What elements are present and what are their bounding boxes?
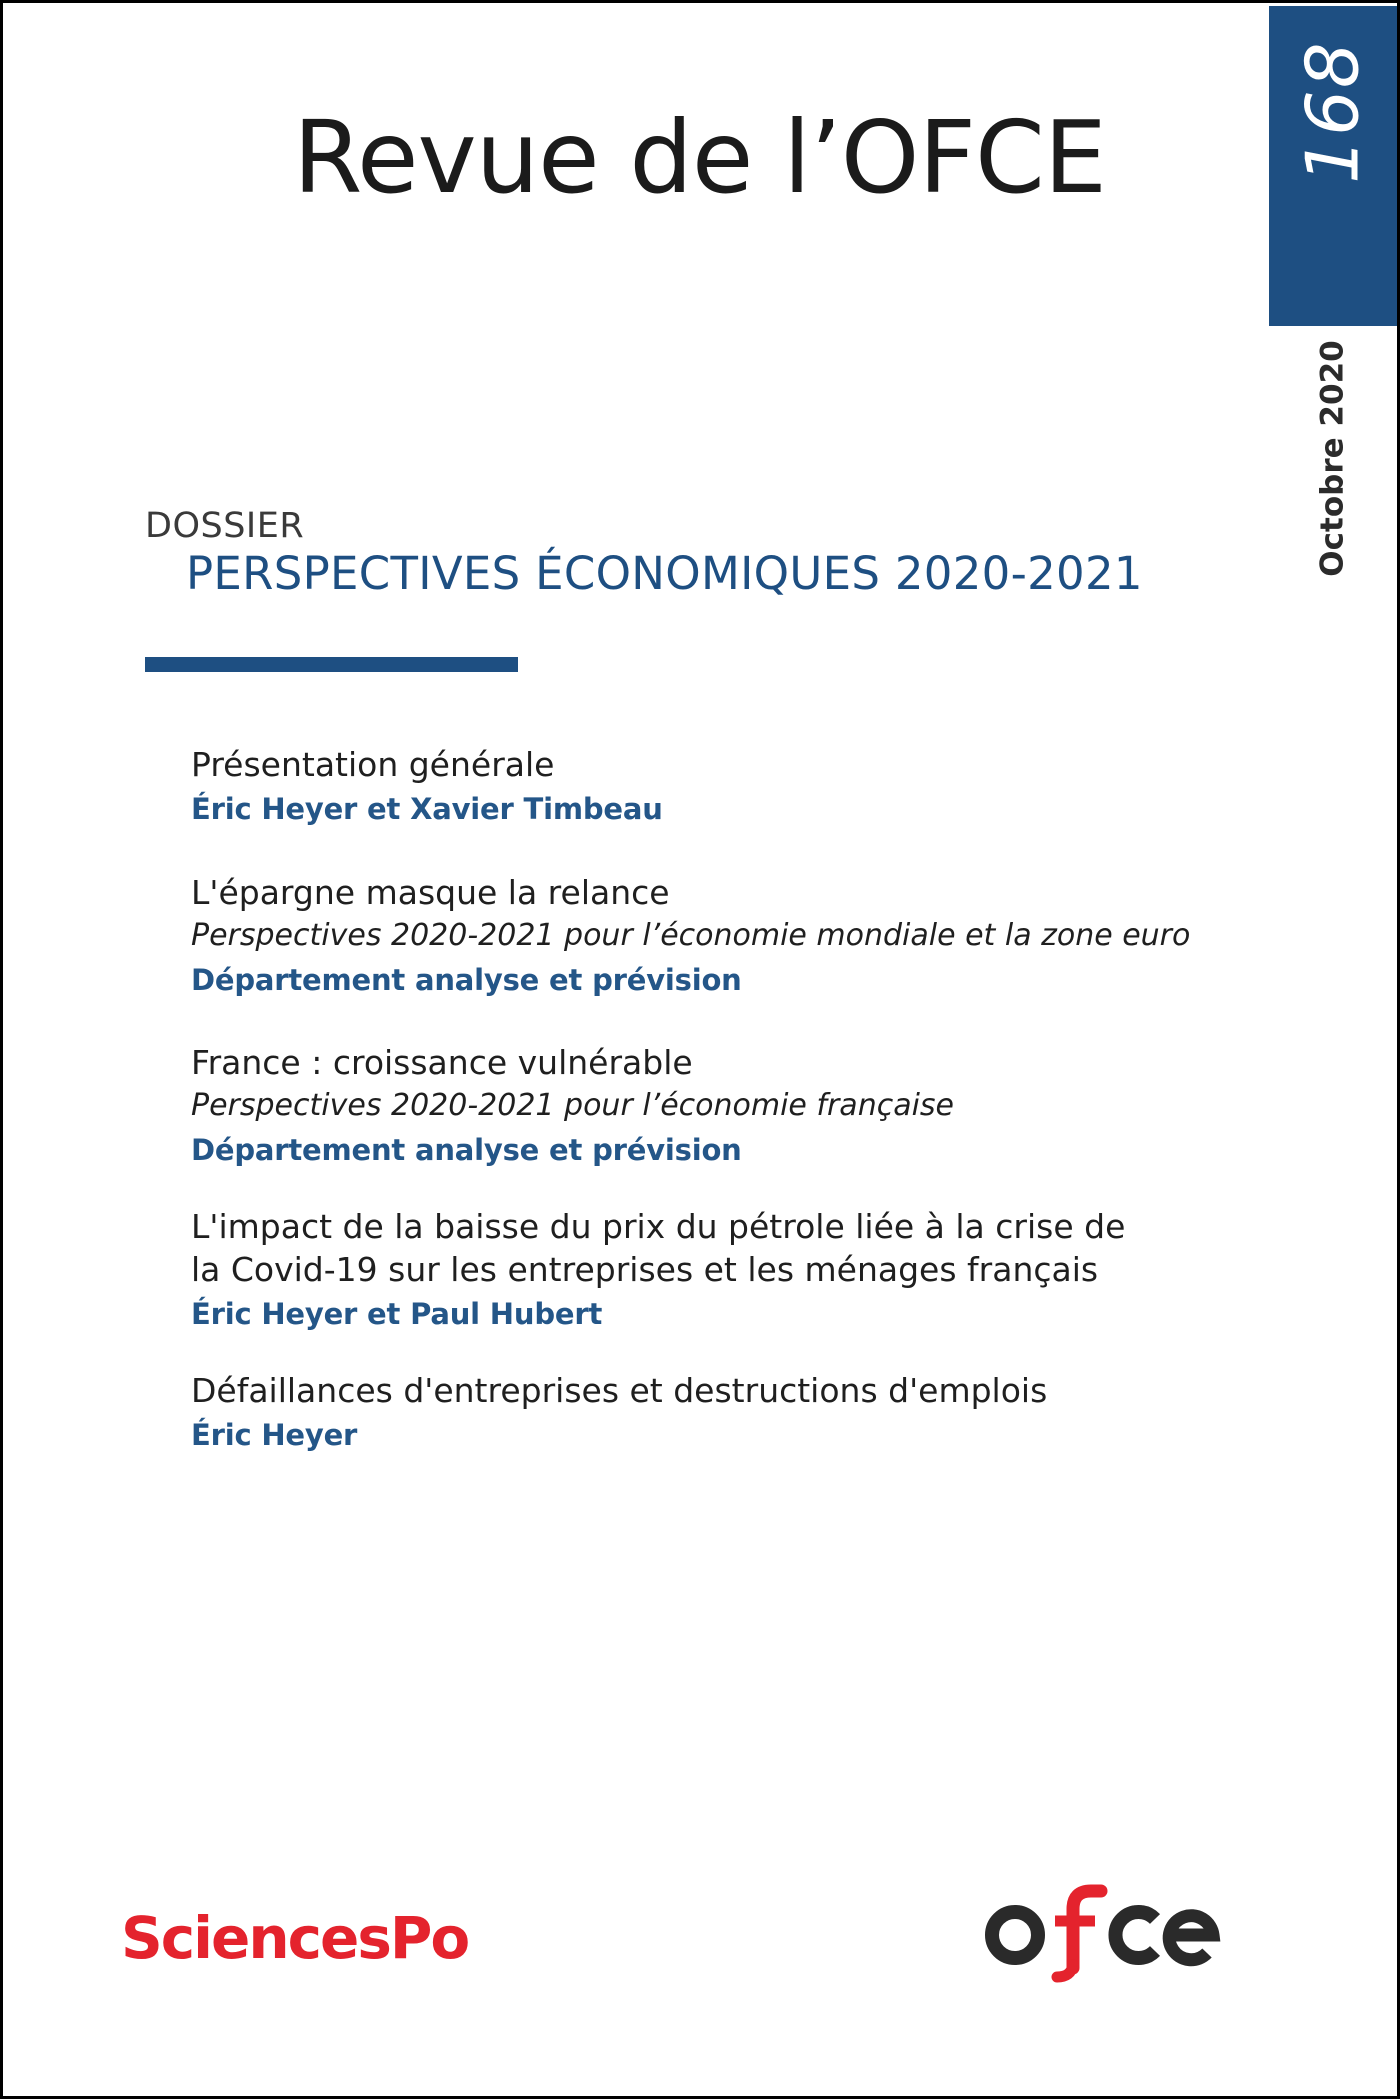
dossier-label: DOSSIER: [145, 506, 305, 546]
toc-entry-title-line-1: L'impact de la baisse du prix du pétrole liée à la crise de: [191, 1207, 1126, 1246]
ofce-logo-icon: [985, 1873, 1225, 1983]
toc-entry-author: Éric Heyer et Xavier Timbeau: [191, 792, 663, 826]
toc-entry-title: France : croissance vulnérable: [191, 1043, 693, 1082]
toc-entry-2: [191, 871, 1251, 1003]
toc-entry-1: [191, 743, 1251, 832]
toc-entry-subtitle: Perspectives 2020-2021 pour l’économie mondiale et la zone euro: [191, 918, 1191, 953]
toc-entry-author: Éric Heyer: [191, 1418, 358, 1452]
accent-divider: [145, 657, 518, 672]
toc-entry-author: Département analyse et prévision: [191, 1133, 742, 1167]
sciencespo-logo: SciencesPo: [121, 1904, 469, 1972]
toc-entry-title: Présentation générale: [191, 745, 555, 784]
toc-entry-subtitle: Perspectives 2020-2021 pour l’économie française: [191, 1088, 955, 1123]
issue-number-container: [1269, 6, 1397, 326]
toc-entry-title-line-2: la Covid-19 sur les entreprises et les ménages français: [191, 1250, 1099, 1289]
issue-date-container: [1293, 339, 1373, 577]
toc-entry-title: Défaillances d'entreprises et destructions d'emplois: [191, 1371, 1048, 1410]
issue-date: Octobre 2020: [1314, 339, 1351, 577]
issue-number: 168: [1291, 40, 1375, 184]
toc-entry-author: Éric Heyer et Paul Hubert: [191, 1297, 603, 1331]
toc-entry-3: [191, 1041, 1251, 1173]
journal-title: Revue de l’OFCE: [293, 99, 1106, 216]
toc-entry-author: Département analyse et prévision: [191, 963, 742, 997]
toc-entry-5: [191, 1369, 1251, 1458]
dossier-title: PERSPECTIVES ÉCONOMIQUES 2020-2021: [186, 547, 1143, 600]
toc-entry-title: L'épargne masque la relance: [191, 873, 670, 912]
toc-entry-4: [191, 1205, 1251, 1337]
